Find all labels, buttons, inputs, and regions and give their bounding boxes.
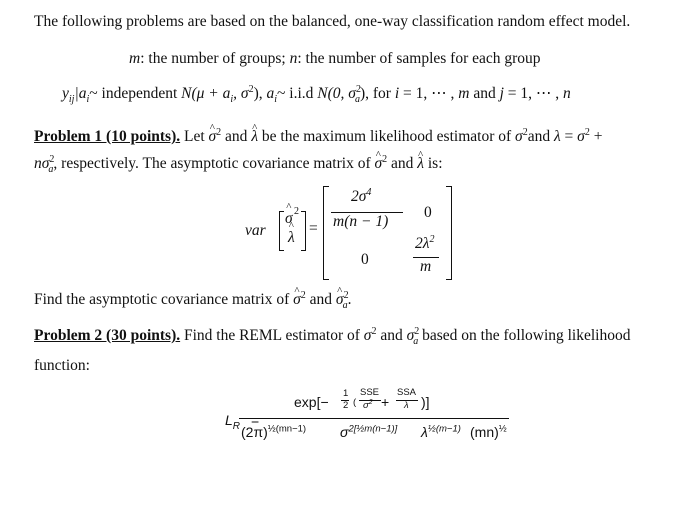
sigma-2: σ [577, 128, 585, 145]
problem1-line1 [34, 127, 602, 147]
problem2-heading: Problem 2 (30 points). [34, 327, 181, 344]
close-paren-2: ), for [359, 85, 395, 102]
vector-sigma-sup: 2 [294, 206, 299, 217]
lr-mn-text: (mn) [470, 424, 499, 440]
lr-2pi-exp: ½(mn−1) [267, 423, 307, 435]
lr-sigma2 [363, 400, 373, 411]
problem2-line2 [34, 356, 90, 376]
entry22-num-text: 2λ [415, 235, 430, 252]
n-upper: n [563, 85, 571, 102]
sigma-hat-2-sup: 2 [382, 153, 388, 165]
normal-2-sup: 2 [355, 83, 361, 95]
vector-sigma-hat: ^ σ [285, 210, 293, 228]
p2-and: and [376, 327, 407, 344]
matrix-right-bracket [446, 186, 452, 280]
find-text: Find the asymptotic covariance matrix of [34, 291, 294, 308]
intro-line [34, 12, 630, 32]
m-definition: : the number of groups; [140, 50, 290, 67]
distribution-text-2: ~ i.i.d [277, 85, 318, 102]
lr-den-sigma-text: σ [340, 424, 349, 440]
p2-sigma-sup: 2 [371, 325, 377, 337]
problem1-line2 [34, 154, 443, 174]
lr-den-mn [470, 424, 507, 440]
lr-den-lambda-exp: ½(m−1) [427, 423, 461, 435]
sigma-2-sup: 2 [584, 126, 590, 138]
lr-half-num: 1 [343, 388, 349, 399]
distribution-text-1: ~ independent [89, 85, 182, 102]
lr-paren-open: ( [353, 397, 357, 408]
lr-paren-close: )] [421, 394, 430, 410]
find-sigma-a-hat: ^ σ [336, 290, 344, 310]
m-symbol: m [129, 50, 141, 67]
p2-text-a: Find the REML estimator of [180, 327, 364, 344]
definitions-line [129, 49, 541, 69]
find-end: . [347, 291, 352, 308]
find-sigma-hat: ^ σ [293, 290, 301, 310]
a-symbol: a [266, 85, 275, 102]
lr-lambda: λ [404, 400, 409, 411]
p2-function-word: function: [34, 357, 90, 374]
likelihood-formula [225, 388, 525, 458]
y-subscript: ij [68, 94, 75, 106]
lr-main-fraction-bar [239, 418, 509, 419]
p1-text-c: be the maximum likelihood estimator of [258, 128, 516, 145]
entry11-numerator [351, 188, 371, 206]
intro-text: The following problems are based on the balanced, one-way classification random effect model. [34, 13, 631, 30]
find-sigma-a-sub: a [342, 300, 348, 312]
normal-2: N(0, σ [317, 85, 356, 102]
lambda-hat: ^ λ [251, 127, 258, 147]
n-coef: n [34, 155, 42, 172]
lr-exp: exp[− [294, 394, 329, 410]
p1-and: and [387, 155, 418, 172]
lr-half-den: 2 [343, 400, 349, 411]
find-sigma-sup: 2 [300, 289, 306, 301]
problem1-find-line [34, 290, 351, 310]
lr-L: L [225, 412, 233, 428]
lr-2pi-text: (2π) [241, 424, 268, 440]
sigma-a-sub: a [48, 164, 54, 176]
p1-line2-text: , respectively. The asymptotic covariance matrix of [53, 155, 375, 172]
a-subscript: i [274, 94, 278, 106]
lr-den-sigma-exp: 2[½m(n−1)] [348, 423, 398, 435]
lr-den-sigma [340, 424, 397, 440]
and-word: and [469, 85, 500, 102]
entry11-denominator: m(n − 1) [333, 213, 389, 230]
entry22-denominator: m [420, 258, 432, 275]
n-definition: : the number of samples for each group [297, 50, 541, 67]
lr-lhs [225, 412, 241, 432]
sigma-a: σ [41, 155, 50, 172]
p1-plus: + [589, 128, 603, 145]
p1-text-b: and [221, 128, 252, 145]
p1-text-a: Let [180, 128, 209, 145]
p2-sigma-a-sup: 2 [414, 325, 420, 337]
p2-sigma-a: σ [406, 327, 415, 344]
sigma-hat-sup: 2 [216, 126, 222, 138]
p1-is: is: [424, 155, 443, 172]
find-and: and [305, 291, 336, 308]
var-label: var [245, 222, 266, 239]
lr-den-lambda [421, 424, 461, 440]
vector-left-bracket [279, 211, 284, 251]
lr-den-2pi [241, 424, 306, 440]
lr-sigma2-text: σ [363, 400, 369, 411]
problem1-heading: Problem 1 (10 points). [34, 128, 181, 145]
j-range: = 1, ⋯ , [503, 85, 564, 102]
lr-sigma2-sup: 2 [368, 398, 373, 406]
vector-right-bracket [301, 211, 306, 251]
entry11-num-sup: 4 [366, 186, 372, 198]
entry22-numerator [415, 235, 434, 253]
p2-sigma-a-sub: a [413, 336, 419, 348]
entry11-num-text: 2σ [351, 188, 367, 205]
y-symbol: y [62, 85, 69, 102]
lr-plus: + [381, 394, 390, 410]
sigma-sup: 2 [522, 126, 528, 138]
i-range: = 1, ⋯ , [399, 85, 459, 102]
close-paren-1: ), [253, 85, 267, 102]
m-upper: m [458, 85, 470, 102]
lambda: λ [553, 128, 561, 145]
model-line [62, 84, 571, 104]
j-symbol: j [499, 85, 504, 102]
given-a: |a [74, 85, 87, 102]
lr-R: R [232, 420, 241, 432]
normal-2-sub: a [354, 94, 360, 106]
entry21: 0 [361, 251, 369, 268]
i-symbol: i [394, 85, 400, 102]
sigma: σ [515, 128, 523, 145]
normal-1-subscript: i [230, 94, 234, 106]
lr-equals: = [251, 412, 260, 428]
sigma-a-sup: 2 [49, 153, 55, 165]
given-a-subscript: i [86, 94, 90, 106]
matrix-left-bracket [323, 186, 329, 280]
p1-text-d: and [527, 128, 554, 145]
find-sigma-a-sup: 2 [343, 289, 349, 301]
covariance-matrix [245, 182, 455, 282]
lr-ssa: SSA [397, 387, 417, 398]
problem2-line1 [34, 326, 630, 346]
normal-1-sigma: , σ [233, 85, 249, 102]
sigma-hat: ^ σ [209, 127, 217, 147]
n-symbol: n [289, 50, 298, 67]
p1-equals: = [560, 128, 578, 145]
entry22-num-sup: 2 [429, 233, 435, 245]
lambda-hat-2: ^ λ [417, 154, 424, 174]
matrix-equals: = [309, 220, 318, 237]
normal-1: N(μ + a [181, 85, 231, 102]
vector-lambda-hat: ^ λ [288, 229, 295, 247]
entry12: 0 [424, 204, 432, 221]
p2-sigma: σ [363, 327, 372, 344]
sigma-hat-2: ^ σ [374, 154, 382, 174]
lr-mn-exp: ½ [498, 423, 507, 435]
sigma-squared-sup: 2 [248, 83, 254, 95]
p2-text-c: based on the following likelihood [418, 327, 631, 344]
lr-sse: SSE [360, 387, 380, 398]
lr-den-lambda-text: λ [421, 424, 428, 440]
